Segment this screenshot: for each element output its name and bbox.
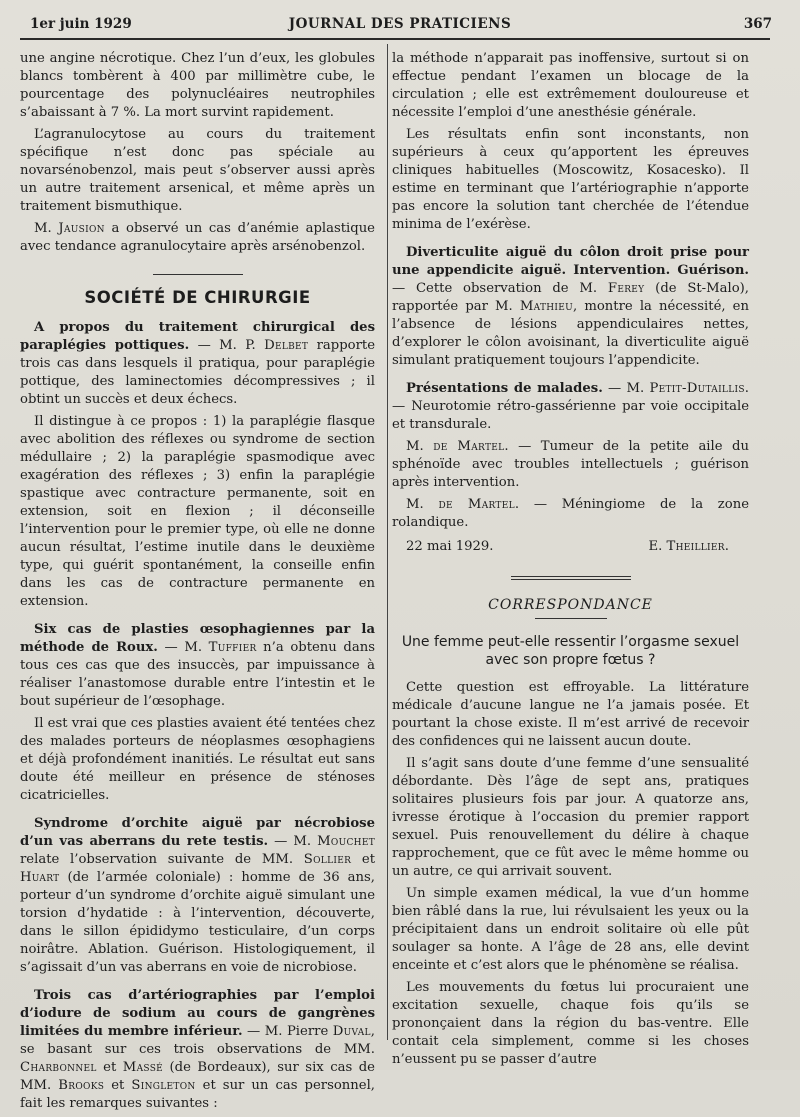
paragraph: Il distingue à ce propos : 1) la paraplégie flasque avec abolition des réflexes ou syndrome de section médullaire ; 2) la paraplégie spasmodique avec exagération des réflexes ; 3) enfin la paraplégie spastique avec contracture permanente, soit en extension, soit en flexion ; il déconseille l’intervention pour le premier type, où elle ne donne aucun résultat, l’estime inutile dans le deuxième type, qui guérit spontanément, la conseille enfin dans les cas de contracture permanente en extension. — [20, 414, 375, 609]
text-run: (de St-Malo), rapportée par M. — [392, 281, 749, 314]
left-column — [20, 50, 375, 1117]
section-heading: SOCIÉTÉ DE CHIRURGIE — [84, 288, 311, 307]
subsection-heading: Trois cas d’artériographies par l’emploi d’iodure de sodium au cours de gangrènes limitées du membre inférieur. — [20, 988, 375, 1039]
person-name: Delbet — [264, 338, 309, 353]
person-name: de Martel — [438, 497, 515, 512]
right-column — [392, 50, 749, 1073]
section-divider — [511, 576, 631, 580]
paragraph: Il s’agit sans doute d’une femme d’une sensualité débordante. Dès l’âge de sept ans, pratiques solitaires plusieurs fois par jour. A quatorze ans, ivresse érotique à l’occasion du premier rapport sexuel. Puis renouvellement du délire à chaque rapprochement, que ce fût avec le même homme ou un autre, ce qui arrivait souvent. — [392, 756, 749, 879]
person-name: Brooks — [58, 1078, 105, 1093]
text-run: . — Tumeur de la petite aile du sphénoïde avec troubles intellectuels ; guérison après intervention. — [392, 439, 749, 490]
text-run: , montre la nécessité, en l’absence de lésions appendiculaires nettes, d’explorer le côlon avoisinant, la diverticulite aiguë simulant pratiquement toujours l’appendicite. — [392, 299, 749, 368]
text-run: — M. P. — [189, 338, 265, 353]
text-run: — M. — [268, 834, 318, 849]
signature-date: 22 mai 1929. — [406, 539, 494, 554]
signature-line — [392, 538, 749, 556]
person-name: Duval — [332, 1024, 371, 1039]
person-name: Theillier — [666, 539, 725, 554]
text-run: — M. — [157, 640, 209, 655]
text-run: et — [96, 1060, 123, 1075]
text-run: — M. Pierre — [242, 1024, 333, 1039]
header-date: 1er juin 1929 — [30, 16, 132, 32]
person-name: Singleton — [131, 1078, 196, 1093]
text-run: . — Neurotomie rétro-gassérienne par voie occipitale et transdurale. — [392, 381, 749, 432]
article-title: Une femme peut-elle ressentir l’orgasme sexuel avec son propre fœtus ? — [401, 634, 740, 668]
text-run: E. — [648, 539, 667, 554]
text-run: a observé un cas d’anémie aplastique avec tendance agranulocytaire après arsénobenzol. — [20, 221, 375, 254]
person-name: Tuffier — [208, 640, 257, 655]
person-name: Mouchet — [317, 834, 375, 849]
person-name: Jausion — [58, 221, 105, 236]
text-run: et sur un cas personnel, fait les remarques suivantes : — [20, 1078, 375, 1111]
signature-author — [648, 538, 729, 556]
person-name: Sollier — [303, 852, 352, 867]
header-rule — [20, 38, 770, 40]
person-name: Charbonnel — [20, 1060, 97, 1075]
text-run: M. — [34, 221, 59, 236]
paragraph: L’agranulocytose au cours du traitement spécifique n’est donc pas spéciale au novarsénobenzol, mais peut s’observer aussi après un autre traitement arsenical, et même après un traitement bismuthique. — [20, 127, 375, 214]
subsection-heading: Diverticulite aiguë du côlon droit prise pour une appendicite aiguë. Intervention. Guérison. — [392, 245, 749, 278]
paragraph: Les mouvements du fœtus lui procuraient une excitation sexuelle, chaque fois qu’ils se prononçaient dans la région du bas-ventre. Elle contait cela simplement, comme si les choses n’eussent pu se passer d’autre — [392, 980, 749, 1067]
text-run: . — [724, 539, 729, 554]
person-name: Massé — [122, 1060, 164, 1075]
text-run: n’a obtenu dans tous ces cas que des insuccès, par impuissance à réaliser l’anastomose durable entre l’intestin et le bout supérieur de l’œsophage. — [20, 640, 375, 709]
journal-title: JOURNAL DES PRATICIENS — [288, 16, 512, 32]
person-name: de Martel — [433, 439, 505, 454]
page-number: 367 — [743, 16, 772, 32]
text-run: et — [351, 852, 376, 867]
subsection-heading: Syndrome d’orchite aiguë par nécrobiose d’un vas aberrans du rete testis. — [20, 816, 375, 849]
subsection-heading: Six cas de plasties œsophagiennes par la méthode de Roux. — [20, 622, 375, 655]
paragraph: Un simple examen médical, la vue d’un homme bien râblé dans la rue, lui révulsaient les yeux ou la précipitaient dans un endroit solitaire où elle pût soulager sa honte. A l’âge de 28 ans, elle devint enceinte et c’est alors que le phénomène se réalisa. — [392, 886, 749, 973]
text-run: (de l’armée coloniale) : homme de 36 ans, porteur d’un syndrome d’orchite aiguë simulant une torsion d’hydatide : à l’intervention, découverte, dans le sillon épididymo testiculaire, d’un corps noirâtre. Ablation. Guérison. Histologiquement, il s’agissait d’un vas aberrans en voie de nicrobiose. — [20, 870, 375, 975]
section-divider — [535, 618, 607, 619]
person-name: Ferey — [607, 281, 645, 296]
text-run: relate l’observation suivante de MM. — [20, 852, 304, 867]
column-divider — [387, 44, 388, 1040]
paragraph — [20, 987, 375, 1113]
text-run: — M. — [602, 381, 650, 396]
paragraph: la méthode n’apparait pas inoffensive, surtout si on effectue pendant l’examen un blocage de la circulation ; elle est extrêmement douloureuse et nécessite l’emploi d’une anesthésie générale. — [392, 51, 749, 120]
paragraph — [20, 621, 375, 711]
text-run: et — [104, 1078, 132, 1093]
paragraph: Cette question est effroyable. La littérature médicale d’aucune langue ne l’a jamais posée. Et pourtant la chose existe. Il m’est arrivé de recevoir des confidences qui ne laissent aucun doute. — [392, 680, 749, 749]
text-run: (de Bordeaux), sur six cas de MM. — [20, 1060, 375, 1093]
paragraph — [392, 438, 749, 492]
paragraph — [20, 319, 375, 409]
subsection-heading: Présentations de malades. — [406, 381, 603, 396]
person-name: Petit-Dutaillis — [649, 381, 745, 396]
paragraph: Il est vrai que ces plasties avaient été tentées chez des malades porteurs de néoplasmes œsophagiens et déjà profondément inanitiés. Le résultat eut sans doute été meilleur en présence de sténoses cicatricielles. — [20, 716, 375, 803]
text-run: M. — [406, 439, 434, 454]
text-run: rapporte trois cas dans lesquels il pratiqua, pour paraplégie pottique, des laminectomies décompressives ; il obtint un succès et deux échecs. — [20, 338, 375, 407]
paragraph — [392, 244, 749, 370]
paragraph: Les résultats enfin sont inconstants, non supérieurs à ceux qu’apportent les épreuves cliniques habituelles (Moscowitz, Kosacesko). Il estime en terminant que l’artériographie n’apporte pas encore la solution tant cherchée de l’étendue minima de l’exérèse. — [392, 127, 749, 232]
person-name: Huart — [20, 870, 60, 885]
text-run: , se basant sur ces trois observations de MM. — [20, 1024, 375, 1057]
section-heading: CORRESPONDANCE — [488, 597, 653, 613]
paragraph — [392, 380, 749, 434]
text-run: — Cette observation de M. — [392, 281, 608, 296]
text-run: . — Méningiome de la zone rolandique. — [392, 497, 749, 530]
person-name: Mathieu — [519, 299, 574, 314]
paragraph: une angine nécrotique. Chez l’un d’eux, les globules blancs tombèrent à 400 par millimètre cube, le pourcentage des polynucléaires neutrophiles s’abaissant à 7 %. La mort survint rapidement. — [20, 51, 375, 120]
text-run: M. — [406, 497, 439, 512]
paragraph — [20, 220, 375, 256]
paragraph — [392, 496, 749, 532]
subsection-heading: A propos du traitement chirurgical des paraplégies pottiques. — [20, 320, 375, 353]
paragraph — [20, 815, 375, 977]
section-divider — [153, 274, 243, 275]
